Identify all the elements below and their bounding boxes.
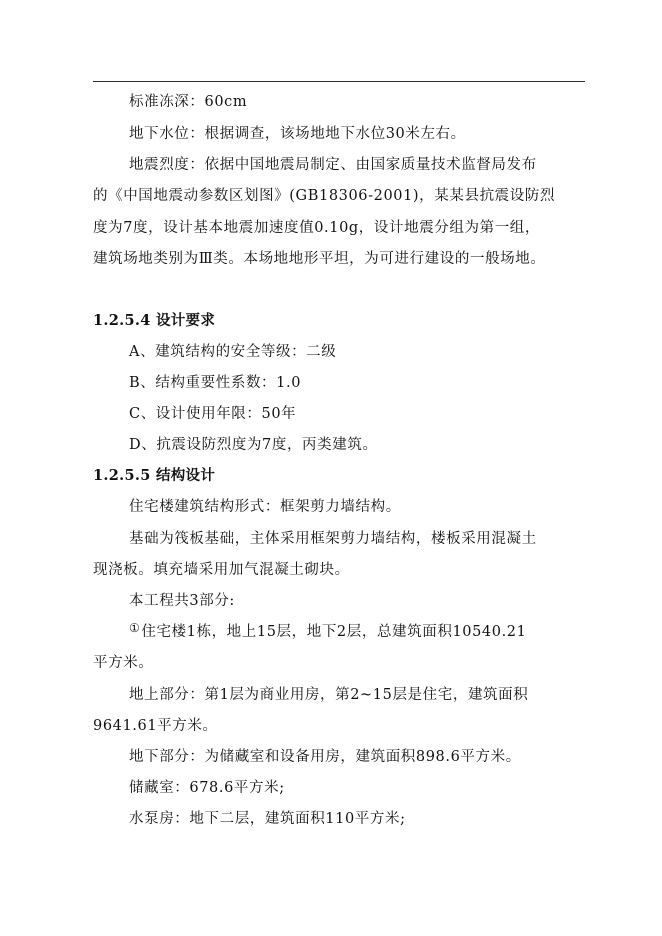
storage-room-line: 储藏室：678.6平方米; xyxy=(129,780,285,796)
foundation-line-2: 现浇板。填充墙采用加气混凝土砌块。 xyxy=(93,562,350,578)
pump-room-line: 水泵房：地下二层，建筑面积110平方米; xyxy=(129,811,406,827)
frost-depth-line: 标准冻深：60cm xyxy=(129,94,248,110)
seismic-paragraph-line-4: 建筑场地类别为Ⅲ类。本场地地形平坦，为可进行建设的一般场地。 xyxy=(93,251,546,267)
residential-building-line xyxy=(129,622,526,642)
residential-building-line-2: 平方米。 xyxy=(93,655,154,671)
header-rule xyxy=(93,81,585,82)
requirement-item-d: D、抗震设防烈度为7度，丙类建筑。 xyxy=(129,437,378,453)
groundwater-line: 地下水位：根据调查，该场地地下水位30米左右。 xyxy=(129,126,466,142)
foundation-line-1: 基础为筏板基础，主体采用框架剪力墙结构，楼板采用混凝土 xyxy=(129,531,537,547)
above-ground-area-line: 9641.61平方米。 xyxy=(93,718,218,734)
structure-design-heading: 1.2.5.5 结构设计 xyxy=(93,467,216,484)
circled-one-marker: ① xyxy=(129,621,141,635)
underground-line: 地下部分：为储藏室和设备用房，建筑面积898.6平方米。 xyxy=(129,749,521,765)
residential-building-text: 住宅楼1栋，地上15层，地下2层，总建筑面积10540.21 xyxy=(141,624,527,640)
project-parts-line: 本工程共3部分: xyxy=(129,593,235,609)
requirement-item-a: A、建筑结构的安全等级：二级 xyxy=(129,344,337,360)
seismic-paragraph-line-2: 的《中国地震动参数区划图》(GB18306-2001)，某某县抗震设防烈 xyxy=(93,188,556,204)
structure-form-line: 住宅楼建筑结构形式：框架剪力墙结构。 xyxy=(129,499,401,515)
design-requirements-heading: 1.2.5.4 设计要求 xyxy=(93,312,216,329)
requirement-item-b: B、结构重要性系数：1.0 xyxy=(129,375,302,391)
seismic-paragraph-line-3: 度为7度，设计基本地震加速度值0.10g，设计地震分组为第一组， xyxy=(93,220,540,236)
requirement-item-c: C、设计使用年限：50年 xyxy=(129,406,297,422)
above-ground-line: 地上部分：第1层为商业用房，第2~15层是住宅，建筑面积 xyxy=(129,687,529,703)
seismic-intensity-line: 地震烈度：依据中国地震局制定、由国家质量技术监督局发布 xyxy=(129,157,537,173)
